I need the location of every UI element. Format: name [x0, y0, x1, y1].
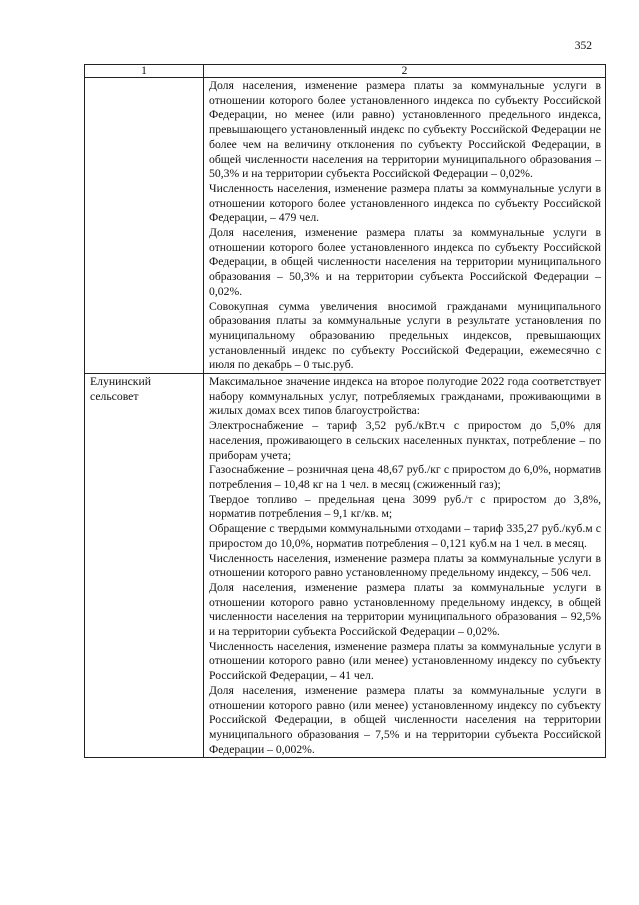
paragraph: Численность населения, изменение размера платы за коммунальные услуги в отношении которого равно (или менее) установленному индексу по субъекту Российской Федерации, – 41 чел. [209, 639, 601, 683]
paragraph: Совокупная сумма увеличения вносимой гражданами муниципального образования платы за коммунальные услуги в результате установления по муниципальному образованию предельных индексов, превышающих установленный индекс по субъекту Российской Федерации, ежемесячно с июля по декабрь – 0 тыс.руб. [209, 299, 601, 372]
table-row [85, 78, 606, 374]
column-header-1: 1 [85, 65, 204, 78]
paragraph: Максимальное значение индекса на второе полугодие 2022 года соответствует набору коммунальных услуг, потребляемых гражданами, проживающими в жилых домах всех типов благоустройства: [209, 375, 601, 418]
data-table [84, 64, 606, 758]
paragraph: Твердое топливо – предельная цена 3099 руб./т с приростом до 3,8%, норматив потребления – 9,1 кг/кв. м; [209, 492, 601, 521]
paragraph: Доля населения, изменение размера платы за коммунальные услуги в отношении которого равно установленному предельному индексу, в общей численности населения на территории муниципального образования – 92,5% и на территории субъекта Российской Федерации – 0,02%. [209, 580, 601, 639]
paragraph: Газоснабжение – розничная цена 48,67 руб./кг с приростом до 6,0%, норматив потребления – 10,48 кг на 1 чел. в месяц (сжиженный газ); [209, 463, 601, 491]
paragraph: Доля населения, изменение размера платы за коммунальные услуги в отношении которого равно (или менее) установленному индексу по субъекту Российской Федерации, в общей численности населения на территории муниципального образования – 7,5% и на территории субъекта Российской Федерации – 0,002%. [209, 683, 601, 756]
description-cell [204, 78, 606, 374]
municipality-cell [85, 374, 204, 758]
municipality-cell [85, 78, 204, 374]
table-row [85, 374, 606, 758]
table-header-row [85, 65, 606, 78]
paragraph: Доля населения, изменение размера платы за коммунальные услуги в отношении которого более установленного индекса по субъекту Российской Федерации, в общей численности населения на территории муниципального образования – 50,3% и на территории субъекта Российской Федерации – 0,02%. [209, 226, 601, 298]
paragraph: Обращение с твердыми коммунальными отходами – тариф 335,27 руб./куб.м с приростом до 10,0%, норматив потребления – 0,121 куб.м на 1 чел. в месяц. [209, 522, 601, 550]
column-header-2: 2 [204, 65, 606, 78]
paragraph: Численность населения, изменение размера платы за коммунальные услуги в отношении которого более установленного индекса по субъекту Российской Федерации, – 479 чел. [209, 181, 601, 225]
paragraph: Численность населения, изменение размера платы за коммунальные услуги в отношении которого равно установленному предельному индексу, – 506 чел. [209, 551, 601, 580]
paragraph: Электроснабжение – тариф 3,52 руб./кВт.ч с приростом до 5,0% для населения, проживающего в сельских населенных пунктах, потребление – по приборам учета; [209, 419, 601, 462]
description-cell [204, 374, 606, 758]
paragraph: Доля населения, изменение размера платы за коммунальные услуги в отношении которого более установленного индекса по субъекту Российской Федерации, но менее (или равно) установленного предельного индекса, превышающего установленный индекс по субъекту Российской Федерации не более чем на величину отклонения по субъекту Российской Федерации, в общей численности населения на территории муниципального образования – 50,3% и на территории субъекта Российской Федерации – 0,02%. [209, 79, 601, 181]
municipality-type: сельсовет [90, 389, 139, 403]
municipality-name: Елунинский [90, 375, 151, 389]
page-number: 352 [574, 40, 592, 52]
